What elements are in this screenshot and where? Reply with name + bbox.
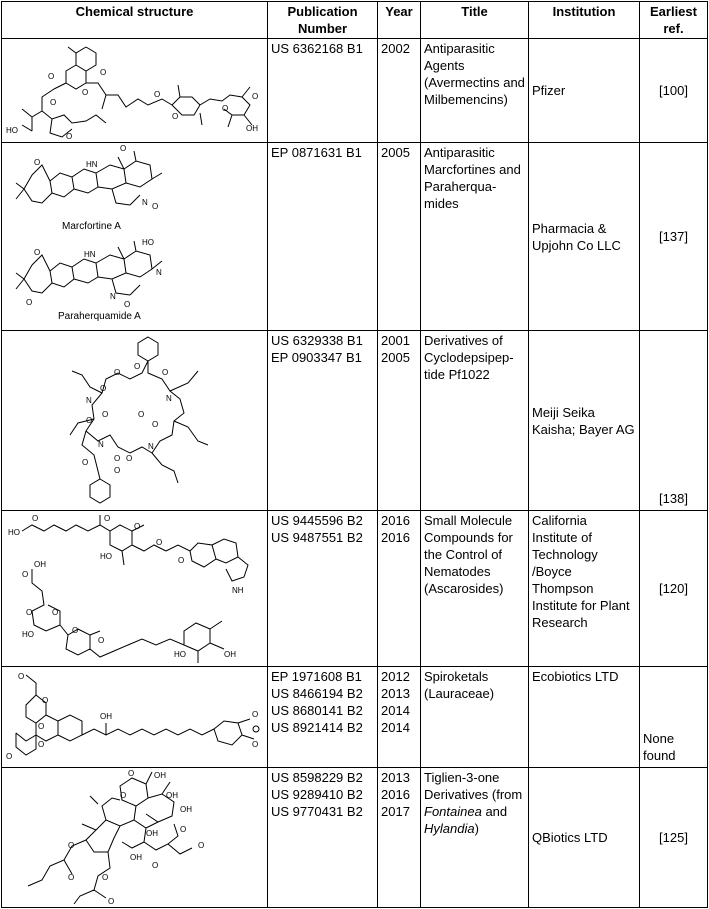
atom-label: OH [154,771,166,780]
atom-label: O [114,368,121,377]
atom-label: O [48,72,55,81]
year-cell [378,768,421,908]
atom-label: O [68,841,75,850]
atom-label: OH [224,650,236,659]
atom-label: O [124,300,131,309]
atom-label: N [98,440,104,449]
table-row [2,331,708,511]
atom-label: O [34,248,41,257]
atom-label: O [38,722,45,731]
title-cell: Spiroketals (Lauraceae) [421,667,529,768]
atom-label: O [100,68,107,77]
atom-label: N [156,268,162,277]
atom-label: O [6,752,13,761]
ref-cell: None found [640,667,708,768]
publication-cell [268,511,378,667]
year-value: 2001 [381,333,410,348]
publication-number: US 8598229 B2 [271,770,363,785]
title-genus-fontainea: Fontainea [424,804,482,819]
atom-label: O [138,410,145,419]
year-value: 2014 [381,720,410,735]
atom-label: O [178,556,185,565]
atom-label: O [100,384,107,393]
atom-label: O [252,710,259,719]
ascaroside-structure-image [2,511,266,665]
atom-label: OH [34,560,46,569]
year-value: 2016 [381,787,410,802]
title-cell: Derivatives of Cyclodepsipep-tide Pf1022 [421,331,529,511]
caption-paraherquamide-a: Paraherquamide A [58,311,141,322]
year-cell [378,511,421,667]
atom-label: OH [166,791,178,800]
atom-label: O [114,454,121,463]
publication-number: US 6362168 B1 [271,41,363,56]
atom-label: OH [246,124,258,133]
atom-label: O [32,514,39,523]
atom-label: O [104,514,111,523]
spiroketal-structure-image [2,667,266,766]
atom-label: O [68,873,75,882]
institution-cell: QBiotics LTD [529,768,640,908]
atom-label: N [86,396,92,405]
publication-number: US 9770431 B2 [271,804,363,819]
atom-label: O [82,88,89,97]
year-cell [378,39,421,143]
atom-label: O [34,158,41,167]
header-year: Year [378,2,421,39]
atom-label: O [98,636,105,645]
publication-cell [268,143,378,331]
atom-label: O [114,466,121,475]
title-text: Tiglien-3-one Derivatives (from [424,770,523,802]
publication-cell [268,768,378,908]
structure-cell [2,511,268,667]
title-cell [421,768,529,908]
year-value: 2002 [381,41,410,56]
atom-label: HO [174,650,186,659]
atom-label: O [52,608,59,617]
header-publication-number: Publication Number [268,2,378,39]
atom-label: HN [84,250,96,259]
ref-cell: [138] [640,331,708,511]
atom-label: O [172,112,179,121]
header-title: Title [421,2,529,39]
atom-label: HN [86,160,98,169]
atom-label: HO [22,630,34,639]
title-cell: Small Molecule Compounds for the Control of Nematodes (Ascarosides) [421,511,529,667]
atom-label: O [120,144,127,153]
institution-cell: Ecobiotics LTD [529,667,640,768]
publication-number: US 9445596 B2 [271,513,363,528]
table-row [2,39,708,143]
year-value: 2012 [381,669,410,684]
atom-label: O [102,410,109,419]
table-row [2,667,708,768]
structure-cell [2,143,268,331]
atom-label: O [26,298,33,307]
title-cell: Antiparasitic Agents (Avermectins and Milbemencins) [421,39,529,143]
atom-label: O [252,92,259,101]
atom-label: O [50,98,57,107]
title-text: ) [474,821,479,836]
year-value: 2005 [381,145,410,160]
institution-cell: Pfizer [529,39,640,143]
atom-label: O [86,416,93,425]
atom-label: O [180,825,187,834]
atom-label: O [134,362,141,371]
title-text: and [481,804,508,819]
table-row [2,143,708,331]
header-row [2,2,708,39]
year-value: 2013 [381,770,410,785]
publication-number: US 8466194 B2 [271,686,363,701]
patent-table [1,1,708,908]
ref-cell: [120] [640,511,708,667]
publication-number: EP 0871631 B1 [271,145,362,160]
institution-cell: Meiji Seika Kaisha; Bayer AG [529,331,640,511]
atom-label: O [162,368,169,377]
atom-label: HO [100,552,112,561]
atom-label: O [252,740,259,749]
publication-number: US 9487551 B2 [271,530,363,545]
table-row [2,511,708,667]
year-value: 2005 [381,350,410,365]
caption-marcfortine-a: Marcfortine A [62,221,121,232]
cyclodepsipeptide-structure-image [2,331,266,509]
atom-label: O [72,626,79,635]
title-cell: Antiparasitic Marcfortines and Paraherqua-mides [421,143,529,331]
year-value: 2016 [381,530,410,545]
atom-label: HO [8,528,20,537]
publication-number: US 9289410 B2 [271,787,363,802]
structure-cell [2,331,268,511]
structure-cell [2,768,268,908]
atom-label: N [166,394,172,403]
atom-label: O [152,202,159,211]
publication-number: US 8680141 B2 [271,703,363,718]
year-value: 2017 [381,804,410,819]
atom-label: OH [100,712,112,721]
year-value: 2014 [381,703,410,718]
atom-label: OH [180,805,192,814]
atom-label: O [134,522,141,531]
publication-cell [268,331,378,511]
header-structure: Chemical structure [2,2,268,39]
avermectin-structure-image [2,39,266,141]
atom-label: O [22,570,29,579]
structure-cell [2,39,268,143]
atom-label: O [128,769,135,778]
atom-label: O [18,672,25,681]
atom-label: O [126,454,133,463]
atom-label: O [108,897,115,906]
atom-label: O [222,104,229,113]
atom-label: HO [142,238,154,247]
atom-label: O [152,861,159,870]
header-earliest-ref: Earliest ref. [640,2,708,39]
atom-label: O [198,841,205,850]
atom-label: O [38,740,45,749]
year-cell [378,331,421,511]
year-value: 2013 [381,686,410,701]
atom-label: O [102,873,109,882]
publication-cell [268,39,378,143]
atom-label: HO [6,126,18,135]
atom-label: O [152,420,159,429]
publication-number: US 6329338 B1 [271,333,363,348]
marcfortine-structure-image [2,143,266,329]
atom-label: OH [130,853,142,862]
atom-label: OH [146,829,158,838]
publication-number: US 8921414 B2 [271,720,363,735]
atom-label: N [148,442,154,451]
header-institution: Institution [529,2,640,39]
atom-label: N [142,198,148,207]
atom-label: O [154,90,161,99]
tiglienone-structure-image [2,768,266,906]
atom-label: O [66,132,73,141]
atom-label: O [82,458,89,467]
table-row [2,768,708,908]
ref-cell: [100] [640,39,708,143]
atom-label: O [26,608,33,617]
atom-label: O [156,538,163,547]
year-value: 2016 [381,513,410,528]
year-cell [378,667,421,768]
ref-cell: [137] [640,143,708,331]
institution-cell: Pharmacia & Upjohn Co LLC [529,143,640,331]
publication-number: EP 0903347 B1 [271,350,362,365]
publication-cell [268,667,378,768]
structure-cell [2,667,268,768]
atom-label: O [120,791,127,800]
atom-label: O [42,696,49,705]
atom-label: NH [232,586,244,595]
year-cell [378,143,421,331]
ref-cell: [125] [640,768,708,908]
atom-label: N [110,292,116,301]
title-genus-hylandia: Hylandia [424,821,475,836]
institution-cell: California Institute of Technology /Boyce Thompson Institute for Plant Research [529,511,640,667]
publication-number: EP 1971608 B1 [271,669,362,684]
